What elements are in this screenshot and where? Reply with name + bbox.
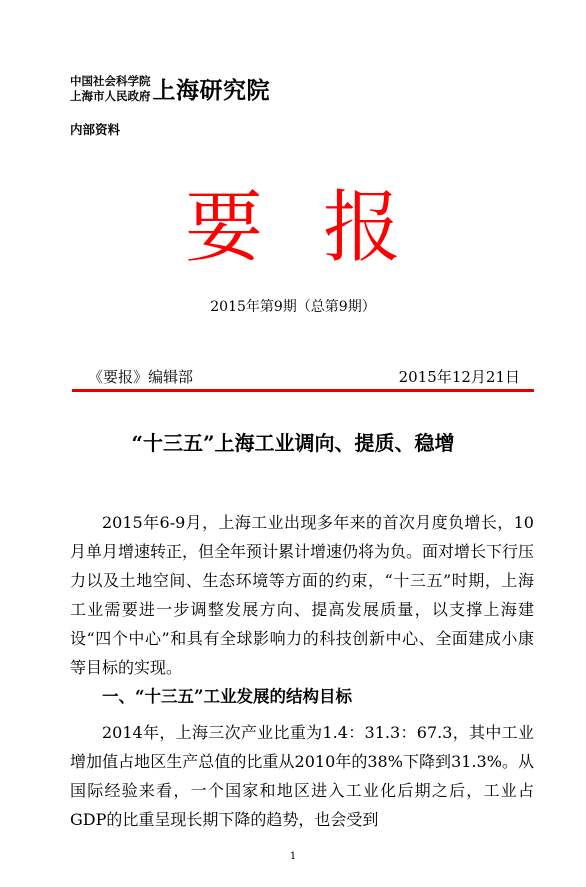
org-line-cass: 中国社会科学院 xyxy=(70,73,151,88)
paragraph-intro: 2015年6-9月，上海工业出现多年来的首次月度负增长，10月单月增速转正，但全年预计累计增速仍将为负。面对增长下行压力以及土地空间、生态环境等方面的约束，“十三五”时期，上海工业需要进一步调整发展方向、提高发展质量，以支撑上海建设“四个中心”和具有全球影响力的科技创新中心、全面建成小康等目标的实现。 xyxy=(70,513,535,677)
header xyxy=(70,72,270,105)
issue-number: 2015年第9期（总第9期） xyxy=(210,299,376,315)
section-heading-1: 一、“十三五”工业发展的结构目标 xyxy=(102,687,352,706)
paragraph-structure: 2014年，上海三次产业比重为1.4：31.3：67.3，其中工业增加值占地区生产总值的比重从2010年的38%下降到31.3%。从国际经验来看，一个国家和地区进入工业化后期之后，工业占GDP的比重呈现长期下降的趋势，也会受到 xyxy=(70,723,534,829)
article-title: “十三五”上海工业调向、提质、稳增 xyxy=(131,431,455,455)
organization-names xyxy=(70,74,151,104)
red-divider-rule xyxy=(72,389,534,392)
masthead-title: 要报 xyxy=(184,183,461,273)
institute-name: 上海研究院 xyxy=(152,77,270,104)
org-line-shanghai-gov: 上海市人民政府 xyxy=(70,88,151,103)
publication-date: 2015年12月21日 xyxy=(398,368,520,386)
editorial-department: 《要报》编辑部 xyxy=(88,368,194,386)
page-number: 1 xyxy=(289,851,297,862)
internal-material-label: 内部资料 xyxy=(70,122,121,137)
